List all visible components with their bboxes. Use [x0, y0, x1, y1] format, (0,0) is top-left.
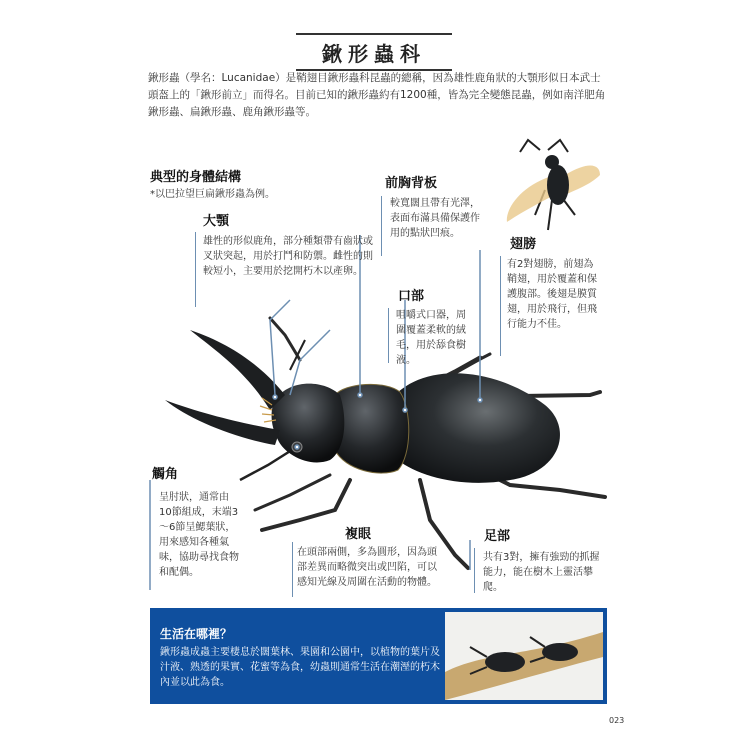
pronotum-bracket: [381, 196, 382, 256]
habitat-photo: [445, 612, 603, 700]
mandible-label: 大顎: [203, 214, 230, 229]
legs-label: 足部: [484, 529, 511, 544]
mouth-bracket: [388, 308, 389, 363]
legs-desc: 共有3對，擁有強勁的抓握能力，能在樹木上靈活攀爬。: [483, 552, 600, 593]
antenna-desc: 呈肘狀，通常由10節組成，末端3～6節呈鰓葉狀，用來感知各種氣味，協助尋找食物和配偶。: [159, 492, 239, 578]
page-title-text: 鍬形蟲科: [322, 41, 426, 66]
eye-bracket: [292, 542, 293, 597]
structure-heading: 典型的身體結構: [150, 170, 242, 185]
habitat-text: 鍬形蟲成蟲主要棲息於闊葉林、果園和公園中，以植物的葉片及汁液、熟透的果實、花蜜等為食，幼蟲則通常生活在潮溼的朽木內並以此為食。: [160, 647, 440, 688]
legs-bracket: [474, 548, 475, 593]
wings-desc: 有2對翅膀，前翅為鞘翅，用於覆蓋和保護腹部。後翅是膜質翅，用於飛行，但飛行能力不佳。: [507, 259, 597, 330]
wings-label: 翅膀: [510, 237, 537, 252]
mouth-desc: 咀嚼式口器，周圍覆蓋柔軟的絨毛，用於舔食樹液。: [396, 310, 466, 366]
structure-note: *以巴拉望巨扁鍬形蟲為例。: [150, 189, 275, 200]
mouth-label: 口部: [398, 289, 425, 304]
intro-paragraph: 鍬形蟲（學名：Lucanidae）是鞘翅目鍬形蟲科昆蟲的總稱，因為雄性鹿角狀的大顎形似日本武士頭盔上的「鍬形前立」而得名。目前已知的鍬形蟲約有1200種，皆為完全變態昆蟲，例如南洋肥角鍬形蟲、扁鍬形蟲、鹿角鍬形蟲等。: [148, 72, 606, 118]
mandible-desc: 雄性的形似鹿角，部分種類帶有齒狀或叉狀突起，用於打鬥和防禦。雌性的則較短小，主要用於挖開朽木以產卵。: [203, 236, 373, 277]
habitat-title: 生活在哪裡？: [160, 627, 233, 641]
eye-label: 複眼: [345, 527, 372, 542]
habitat-beetles-on-branch: [445, 612, 603, 700]
pronotum-desc: 較寬闊且帶有光澤，表面布滿具備保護作用的點狀凹痕。: [390, 198, 480, 239]
page-number: 023: [609, 716, 625, 725]
eye-desc: 在頭部兩側，多為圓形，因為頭部差異而略微突出或凹陷，可以感知光線及周圍在活動的物體。: [297, 547, 437, 588]
antenna-label: 觸角: [152, 467, 179, 482]
mandible-bracket: [195, 232, 196, 307]
pronotum-label: 前胸背板: [385, 176, 438, 191]
wings-bracket: [500, 256, 501, 356]
